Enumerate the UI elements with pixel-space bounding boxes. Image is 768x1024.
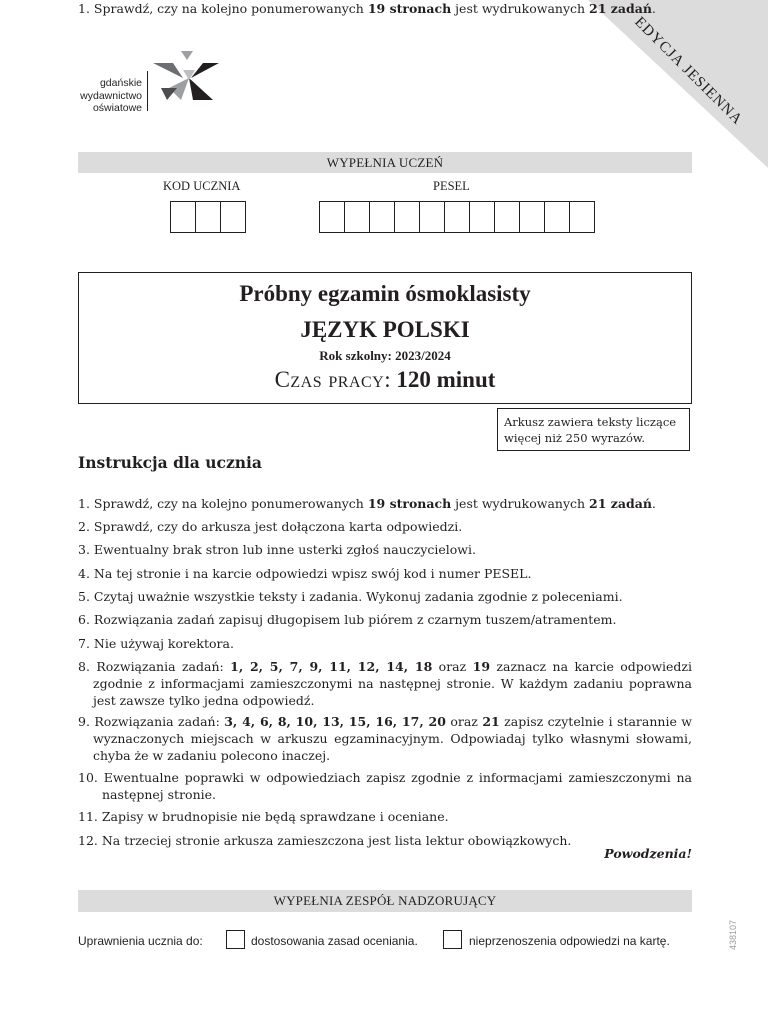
item-number: 5. [78,589,90,604]
list-item: 5. Czytaj uważnie wszystkie teksty i zadania. Wykonuj zadania zgodnie z poleceniami. [78,589,623,604]
pesel-cell[interactable] [445,202,470,232]
supervisor-section-header: WYPEŁNIA ZESPÓŁ NADZORUJĄCY [78,890,692,912]
grading-adjustment-checkbox[interactable] [226,930,245,949]
list-item: 11. Zapisy w brudnopisie nie będą sprawdzane i oceniane. [78,809,449,824]
item-number: 3. [78,542,90,557]
instructions-title: Instrukcja dla ucznia [78,453,262,472]
no-transfer-label: nieprzenoszenia odpowiedzi na kartę. [469,934,670,948]
student-code-cell[interactable] [221,202,245,232]
good-luck-text: Powodzenia! [604,846,692,861]
list-item: 9. Rozwiązania zadań: 3, 4, 6, 8, 10, 13, 15, 16, 17, 20 oraz 21 zapisz czytelnie i starannie w wyznaczonych miejscach w arkuszu egzaminacyjnym. Odpowiadaj tylko własnymi słowami, chyba że w zadaniu polecono inaczej. [78,714,692,763]
publisher-line-3: oświatowe [92,102,142,114]
item-number: 2. [78,519,90,534]
list-item: 8. Rozwiązania zadań: 1, 2, 5, 7, 9, 11, 12, 14, 18 oraz 19 zaznacz na karcie odpowiedzi zgodnie z informacjami zamieszczonymi na następnej stronie. W każdym zadaniu poprawna jest zawsze tylko jedna odpowiedź. [78,659,692,708]
exam-title-box [78,272,692,404]
list-item: 1. Sprawdź, czy na kolejno ponumerowanych 19 stronach jest wydrukowanych 21 zadań. [78,1,656,16]
item-number: 1. [78,496,90,511]
edition-label: EDYCJA JESIENNA [631,14,746,129]
pesel-cell[interactable] [545,202,570,232]
student-code-cell[interactable] [196,202,221,232]
publisher-logo-icon [153,48,219,104]
pesel-cell[interactable] [520,202,545,232]
pesel-cell[interactable] [470,202,495,232]
list-item: 2. Sprawdź, czy do arkusza jest dołączona karta odpowiedzi. [78,519,463,534]
school-year: Rok szkolny: 2023/2024 [319,348,451,363]
item-number: 8. [78,659,90,674]
pesel-cell[interactable] [395,202,420,232]
list-item: 6. Rozwiązania zadań zapisuj długopisem lub piórem z czarnym tuszem/atramentem. [78,612,617,627]
list-item: 1. Sprawdź, czy na kolejno ponumerowanych 19 stronach jest wydrukowanych 21 zadań. [78,496,656,511]
pesel-label: PESEL [433,179,470,193]
exam-subject: JĘZYK POLSKI [300,317,470,342]
exam-time: Czas pracy: 120 minut [274,367,496,392]
pesel-cell[interactable] [420,202,445,232]
student-code-boxes [170,201,246,233]
item-number: 1. [78,1,90,16]
pesel-cell[interactable] [495,202,520,232]
exam-title: Próbny egzamin ósmoklasisty [239,281,531,306]
time-value: 120 minut [396,367,496,392]
permissions-label: Uprawnienia ucznia do: [78,934,203,948]
word-count-note: Arkusz zawiera teksty liczące więcej niż 250 wyrazów. [497,408,690,451]
item-number: 9. [78,714,90,729]
item-number: 4. [78,566,90,581]
list-item: 10. Ewentualne poprawki w odpowiedziach zapisz zgodnie z informacjami zamieszczonymi na następnej stronie. [78,770,692,802]
item-number: 7. [78,636,90,651]
publisher-line-2: wydawnictwo [80,89,142,102]
pesel-boxes [319,201,595,233]
publisher-name [70,77,142,115]
list-item: 3. Ewentualny brak stron lub inne usterki zgłoś nauczycielowi. [78,542,476,557]
list-item: 12. Na trzeciej stronie arkusza zamieszczona jest lista lektur obowiązkowych. [78,833,572,848]
item-number: 10. [78,770,98,785]
item-number: 12. [78,833,98,848]
list-item: 7. Nie używaj korektora. [78,636,234,651]
student-code-cell[interactable] [171,202,196,232]
grading-adjustment-label: dostosowania zasad oceniania. [251,934,418,948]
document-code: 438107 [728,919,738,950]
pesel-cell[interactable] [320,202,345,232]
list-item: 4. Na tej stronie i na karcie odpowiedzi wpisz swój kod i numer PESEL. [78,566,532,581]
pesel-cell[interactable] [370,202,395,232]
item-number: 11. [78,809,98,824]
publisher-line-1: gdańskie [99,77,142,89]
pesel-cell[interactable] [345,202,370,232]
permissions-row [78,930,692,952]
student-section-header: WYPEŁNIA UCZEŃ [78,152,692,173]
logo-divider [147,71,148,111]
time-label: Czas pracy [274,367,385,392]
student-code-label: KOD UCZNIA [163,179,241,193]
pesel-cell[interactable] [570,202,594,232]
item-number: 6. [78,612,90,627]
no-transfer-checkbox[interactable] [443,930,462,949]
